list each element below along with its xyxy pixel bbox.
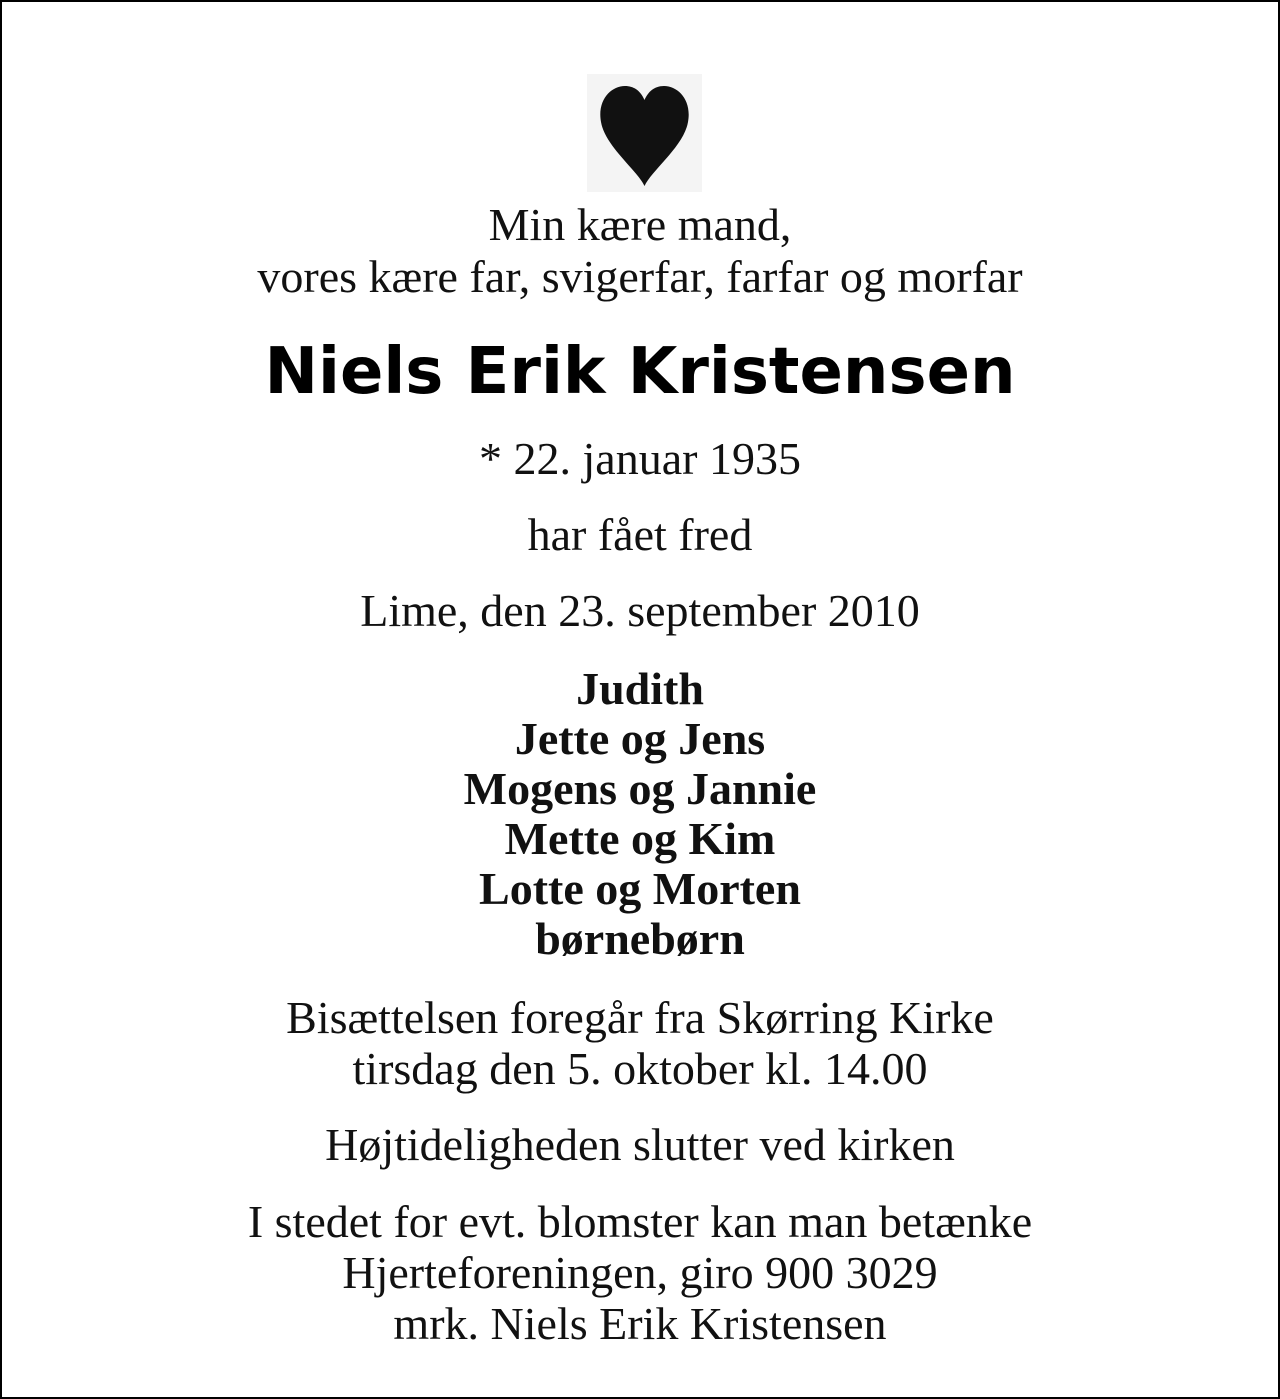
family-line-6: børnebørn <box>535 913 745 964</box>
family-line-3: Mogens og Jannie <box>463 763 817 814</box>
birth-date: * 22. januar 1935 <box>479 433 801 484</box>
passed-text: har fået fred <box>527 509 753 560</box>
deceased-name: Niels Erik Kristensen <box>264 335 1016 409</box>
ceremony-note: Højtideligheden slutter ved kirken <box>325 1119 955 1170</box>
intro-line-2: vores kære far, svigerfar, farfar og morfar <box>257 251 1023 302</box>
heart-icon <box>587 74 702 192</box>
funeral-line-2: tirsdag den 5. oktober kl. 14.00 <box>352 1043 928 1094</box>
family-line-5: Lotte og Morten <box>479 863 801 914</box>
donation-line-2: Hjerteforeningen, giro 900 3029 <box>342 1247 938 1298</box>
family-line-1: Judith <box>576 663 704 714</box>
funeral-line-1: Bisættelsen foregår fra Skørring Kirke <box>286 992 994 1043</box>
intro-line-1: Min kære mand, <box>488 199 792 250</box>
donation-line-1: I stedet for evt. blomster kan man betænke <box>247 1196 1033 1247</box>
donation-line-3: mrk. Niels Erik Kristensen <box>393 1298 887 1349</box>
place-date: Lime, den 23. september 2010 <box>360 585 920 636</box>
family-line-4: Mette og Kim <box>504 813 776 864</box>
family-line-2: Jette og Jens <box>514 713 766 764</box>
